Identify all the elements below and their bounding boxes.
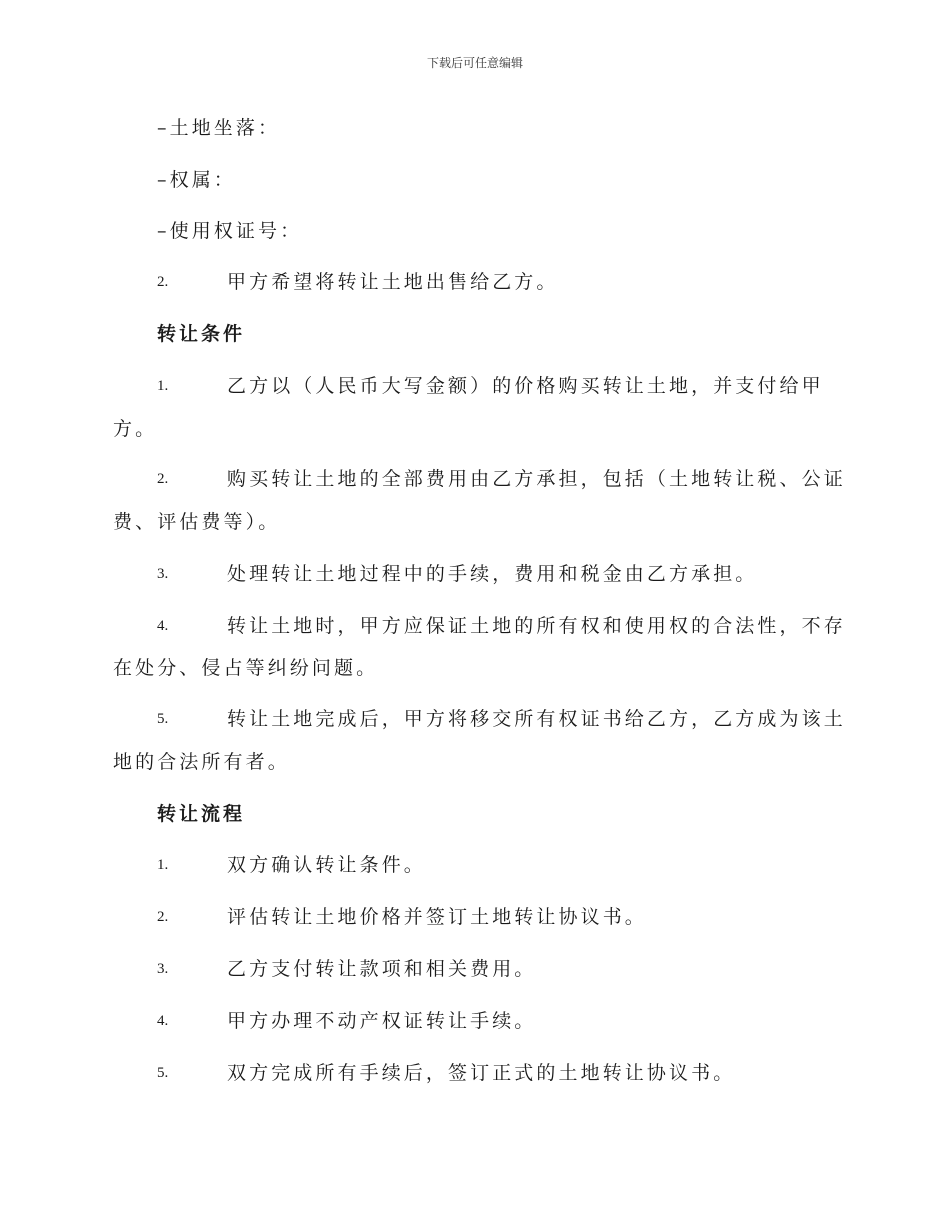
condition-number: 5.	[157, 711, 169, 727]
field-certificate-number: –使用权证号：	[157, 220, 303, 242]
section-title-process: 转让流程	[157, 803, 246, 825]
process-text: 双方完成所有手续后，签订正式的土地转让协议书。	[227, 1062, 736, 1084]
process-number: 1.	[157, 857, 169, 873]
condition-number: 1.	[157, 378, 169, 394]
condition-text-continued: 地的合法所有者。	[113, 751, 290, 773]
process-number: 2.	[157, 909, 169, 925]
condition-text: 转让土地完成后，甲方将移交所有权证书给乙方，乙方成为该土	[227, 708, 846, 730]
condition-text: 转让土地时，甲方应保证土地的所有权和使用权的合法性，不存	[227, 615, 846, 637]
section-title-conditions: 转让条件	[157, 323, 246, 345]
process-text: 乙方支付转让款项和相关费用。	[227, 958, 537, 980]
condition-number: 4.	[157, 618, 169, 634]
page-header: 下载后可任意编辑	[426, 56, 523, 70]
intro-item-text: 甲方希望将转让土地出售给乙方。	[227, 271, 559, 293]
process-text: 甲方办理不动产权证转让手续。	[227, 1010, 537, 1032]
process-number: 5.	[157, 1065, 169, 1081]
field-ownership: –权属：	[157, 169, 236, 191]
condition-number: 2.	[157, 471, 169, 487]
condition-text: 乙方以（人民币大写金额）的价格购买转让土地，并支付给甲	[227, 375, 824, 397]
process-number: 4.	[157, 1013, 169, 1029]
condition-text: 购买转让土地的全部费用由乙方承担，包括（土地转让税、公证	[227, 468, 846, 490]
condition-text-continued: 在处分、侵占等纠纷问题。	[113, 657, 379, 679]
field-land-location: –土地坐落：	[157, 117, 281, 139]
condition-text-continued: 方。	[113, 418, 158, 440]
process-number: 3.	[157, 961, 169, 977]
condition-text: 处理转让土地过程中的手续，费用和税金由乙方承担。	[227, 563, 758, 585]
process-text: 评估转让土地价格并签订土地转让协议书。	[227, 906, 647, 928]
condition-number: 3.	[157, 566, 169, 582]
process-text: 双方确认转让条件。	[227, 854, 426, 876]
intro-item-number: 2.	[157, 274, 169, 290]
condition-text-continued: 费、评估费等）。	[113, 511, 281, 533]
